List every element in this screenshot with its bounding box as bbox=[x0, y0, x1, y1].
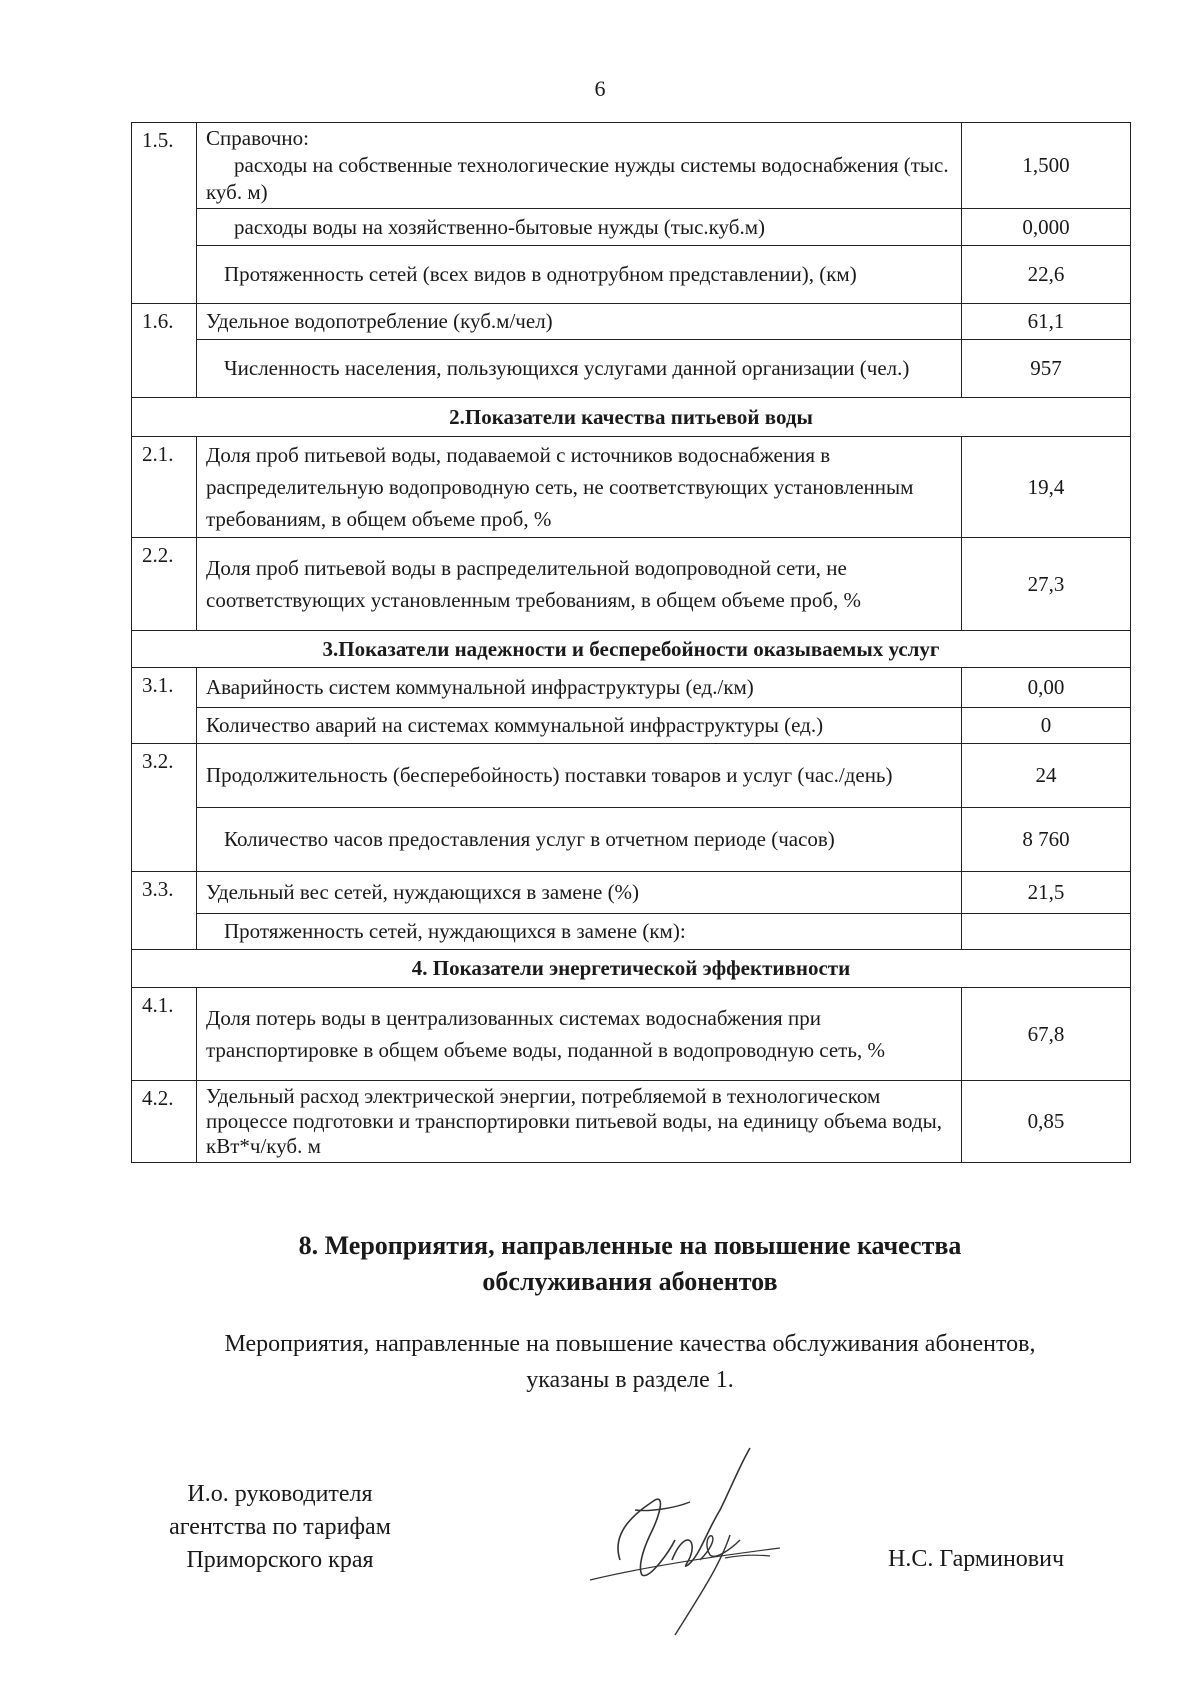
section-title: 2.Показатели качества питьевой воды bbox=[132, 398, 1131, 437]
row-value: 8 760 bbox=[962, 808, 1131, 872]
table-row bbox=[132, 668, 1131, 708]
section-title: 4. Показатели энергетической эффективности bbox=[132, 950, 1131, 988]
row-description: Аварийность систем коммунальной инфраструктуры (ед./км) bbox=[197, 668, 962, 708]
row-number bbox=[132, 246, 197, 304]
table-row bbox=[132, 988, 1131, 1081]
section-title: 3.Показатели надежности и бесперебойности оказываемых услуг bbox=[132, 631, 1131, 668]
row-number bbox=[132, 209, 197, 246]
row-description: Доля проб питьевой воды, подаваемой с источников водоснабжения в распределительную водопроводную сеть, не соответствующих установленным требованиям, в общем объеме проб, % bbox=[197, 437, 962, 538]
row-description-line: расходы на собственные технологические нужды системы водоснабжения (тыс. куб. м) bbox=[206, 153, 949, 204]
row-value: 22,6 bbox=[962, 246, 1131, 304]
row-description: Доля потерь воды в централизованных системах водоснабжения при транспортировке в общем объеме воды, поданной в водопроводную сеть, % bbox=[197, 988, 962, 1081]
table-row bbox=[132, 538, 1131, 631]
row-description bbox=[197, 123, 962, 209]
row-number bbox=[132, 914, 197, 950]
table-row bbox=[132, 437, 1131, 538]
row-value: 0 bbox=[962, 708, 1131, 744]
row-value: 67,8 bbox=[962, 988, 1131, 1081]
row-value: 19,4 bbox=[962, 437, 1131, 538]
table-row bbox=[132, 304, 1131, 340]
page-number: 6 bbox=[594, 76, 606, 101]
row-number: 3.3. bbox=[132, 872, 197, 914]
row-description: Протяженность сетей (всех видов в однотрубном представлении), (км) bbox=[197, 246, 962, 304]
row-number: 1.5. bbox=[132, 123, 197, 209]
row-value: 957 bbox=[962, 340, 1131, 398]
row-number bbox=[132, 708, 197, 744]
row-value: 0,00 bbox=[962, 668, 1131, 708]
signer-position-line: агентства по тарифам bbox=[169, 1514, 391, 1540]
row-description-line: Справочно: bbox=[206, 126, 309, 150]
table-row bbox=[132, 209, 1131, 246]
table-row bbox=[132, 872, 1131, 914]
row-description: Удельный расход электрической энергии, потребляемой в технологическом процессе подготовки и транспортировки питьевой воды, на единицу объема воды, кВт*ч/куб. м bbox=[197, 1081, 962, 1163]
indicators-table bbox=[131, 122, 1131, 1163]
row-number: 2.1. bbox=[132, 437, 197, 538]
table-row bbox=[132, 246, 1131, 304]
row-value: 0,85 bbox=[962, 1081, 1131, 1163]
row-value: 61,1 bbox=[962, 304, 1131, 340]
table-row bbox=[132, 808, 1131, 872]
signer-name: Н.С. Гарминович bbox=[888, 1546, 1065, 1572]
row-description: Протяженность сетей, нуждающихся в замене (км): bbox=[197, 914, 962, 950]
row-number: 4.2. bbox=[132, 1081, 197, 1163]
section-8-paragraph bbox=[110, 1326, 1150, 1398]
section-8-heading-line: обслуживания абонентов bbox=[482, 1267, 778, 1296]
row-number: 2.2. bbox=[132, 538, 197, 631]
row-value: 21,5 bbox=[962, 872, 1131, 914]
row-value: 27,3 bbox=[962, 538, 1131, 631]
row-value bbox=[962, 914, 1131, 950]
table-row bbox=[132, 340, 1131, 398]
section-header-row bbox=[132, 631, 1131, 668]
row-number bbox=[132, 340, 197, 398]
table-row bbox=[132, 708, 1131, 744]
row-description: Удельное водопотребление (куб.м/чел) bbox=[197, 304, 962, 340]
row-value: 0,000 bbox=[962, 209, 1131, 246]
handwritten-signature bbox=[580, 1440, 820, 1640]
row-number: 1.6. bbox=[132, 304, 197, 340]
paragraph-line: Мероприятия, направленные на повышение качества обслуживания абонентов, bbox=[224, 1331, 1036, 1357]
row-number: 3.1. bbox=[132, 668, 197, 708]
row-description: Удельный вес сетей, нуждающихся в замене (%) bbox=[197, 872, 962, 914]
signer-position bbox=[130, 1478, 430, 1577]
row-description: Численность населения, пользующихся услугами данной организации (чел.) bbox=[197, 340, 962, 398]
paragraph-line: указаны в разделе 1. bbox=[526, 1367, 734, 1393]
table-row bbox=[132, 123, 1131, 209]
section-8-heading bbox=[0, 1228, 1200, 1300]
table-row bbox=[132, 914, 1131, 950]
row-number: 3.2. bbox=[132, 744, 197, 808]
section-header-row bbox=[132, 398, 1131, 437]
section-header-row bbox=[132, 950, 1131, 988]
section-8-heading-line: 8. Мероприятия, направленные на повышение качества bbox=[298, 1231, 962, 1260]
row-number: 4.1. bbox=[132, 988, 197, 1081]
row-description: расходы воды на хозяйственно-бытовые нужды (тыс.куб.м) bbox=[197, 209, 962, 246]
signer-position-line: Приморского края bbox=[186, 1547, 374, 1573]
row-value: 1,500 bbox=[962, 123, 1131, 209]
row-number bbox=[132, 808, 197, 872]
row-description: Продолжительность (бесперебойность) поставки товаров и услуг (час./день) bbox=[197, 744, 962, 808]
row-description: Количество аварий на системах коммунальной инфраструктуры (ед.) bbox=[197, 708, 962, 744]
table-row bbox=[132, 744, 1131, 808]
row-value: 24 bbox=[962, 744, 1131, 808]
signer-position-line: И.о. руководителя bbox=[187, 1481, 373, 1507]
row-description: Количество часов предоставления услуг в отчетном периоде (часов) bbox=[197, 808, 962, 872]
table-row bbox=[132, 1081, 1131, 1163]
row-description: Доля проб питьевой воды в распределительной водопроводной сети, не соответствующих установленным требованиям, в общем объеме проб, % bbox=[197, 538, 962, 631]
